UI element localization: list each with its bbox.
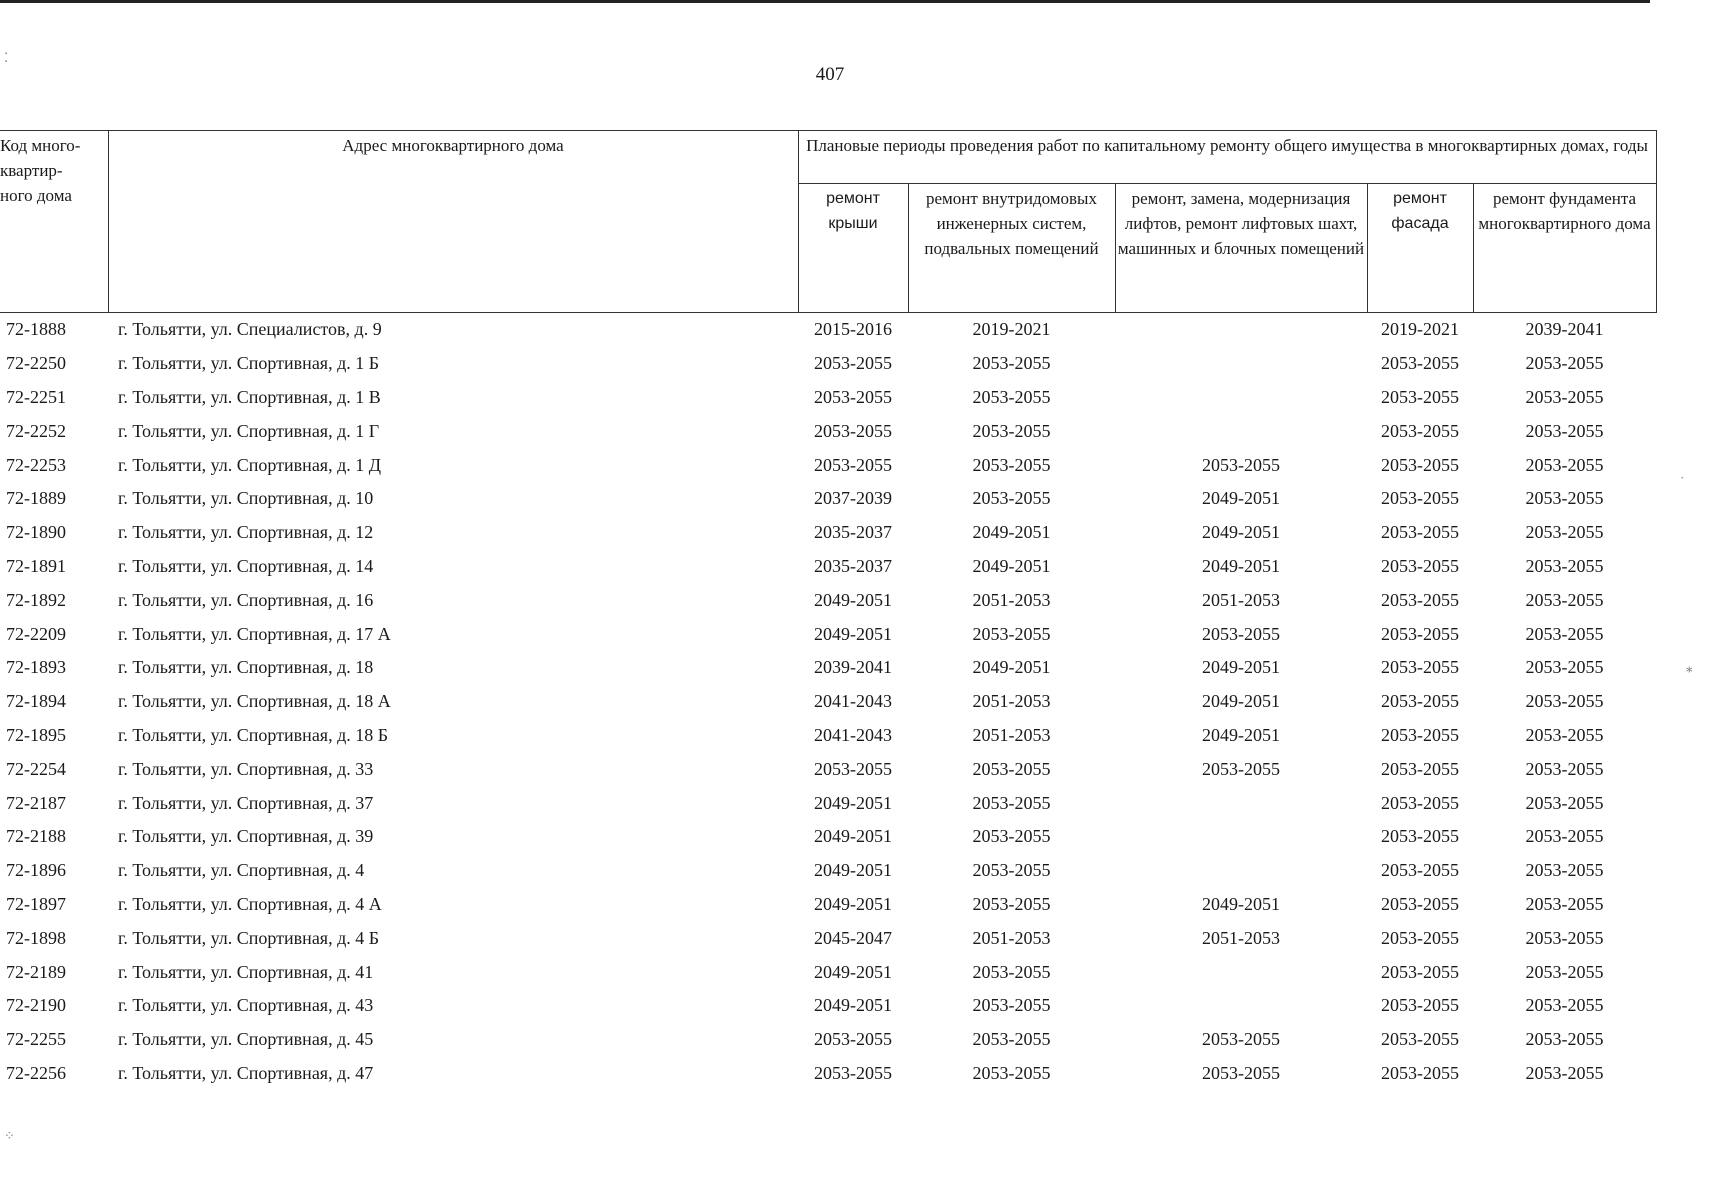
cell-engineering: 2053-2055 <box>972 488 1051 509</box>
cell-address: г. Тольятти, ул. Спортивная, д. 18 <box>118 657 374 678</box>
cell-engineering: 2051-2053 <box>972 691 1051 712</box>
cell-code: 72-1898 <box>6 927 66 948</box>
cell-lifts <box>1115 786 1367 820</box>
cell-foundation: 2053-2055 <box>1525 657 1604 678</box>
cell-lifts <box>1115 989 1367 1023</box>
cell-engineering: 2053-2055 <box>972 826 1051 847</box>
cell-roof: 2035-2037 <box>814 555 892 576</box>
table-row <box>0 448 1656 482</box>
cell-engineering: 2051-2053 <box>972 927 1051 948</box>
cell-address: г. Тольятти, ул. Спортивная, д. 47 <box>118 1062 374 1083</box>
cell-foundation: 2053-2055 <box>1525 758 1604 779</box>
cell-code: 72-2187 <box>6 792 66 813</box>
table-row <box>0 752 1656 786</box>
cell-foundation: 2053-2055 <box>1525 691 1604 712</box>
cell-engineering: 2053-2055 <box>972 758 1051 779</box>
cell-roof: 2049-2051 <box>814 995 892 1016</box>
cell-address: г. Тольятти, ул. Спортивная, д. 45 <box>118 1029 374 1050</box>
header-address: Адрес многоквартирного дома <box>108 131 798 313</box>
cell-facade: 2053-2055 <box>1381 792 1459 813</box>
cell-roof: 2015-2016 <box>798 313 908 347</box>
table-row <box>0 414 1656 448</box>
cell-facade: 2053-2055 <box>1381 758 1459 779</box>
scan-speck: ⁚ <box>4 50 9 65</box>
cell-lifts: 2051-2053 <box>1202 927 1280 948</box>
cell-address: г. Тольятти, ул. Спортивная, д. 1 Д <box>118 454 382 475</box>
cell-code: 72-2253 <box>6 454 66 475</box>
cell-foundation: 2039-2041 <box>1473 313 1656 347</box>
table-row <box>0 955 1656 989</box>
cell-code: 72-1891 <box>6 555 66 576</box>
header-engineering: ремонт внутридомовых инженерных систем, подвальных помещений <box>908 184 1115 313</box>
cell-address: г. Тольятти, ул. Спортивная, д. 1 Б <box>118 353 380 374</box>
cell-lifts <box>1115 955 1367 989</box>
cell-facade: 2053-2055 <box>1381 724 1459 745</box>
cell-roof: 2053-2055 <box>814 386 892 407</box>
cell-foundation: 2053-2055 <box>1525 826 1604 847</box>
cell-code: 72-2256 <box>6 1062 66 1083</box>
cell-address: г. Тольятти, ул. Спортивная, д. 39 <box>118 826 374 847</box>
cell-foundation: 2053-2055 <box>1525 488 1604 509</box>
cell-lifts: 2049-2051 <box>1202 555 1280 576</box>
cell-roof: 2041-2043 <box>814 691 892 712</box>
cell-engineering: 2049-2051 <box>972 555 1051 576</box>
cell-roof: 2053-2055 <box>814 1062 892 1083</box>
table-row <box>0 719 1656 753</box>
cell-lifts <box>1115 820 1367 854</box>
cell-lifts <box>1115 854 1367 888</box>
page-number: 407 <box>815 64 845 85</box>
cell-engineering: 2053-2055 <box>972 353 1051 374</box>
table-row <box>0 583 1656 617</box>
header-lifts: ремонт, замена, модернизация лифтов, ремонт лифтовых шахт, машинных и блочных помещений <box>1115 184 1367 313</box>
cell-code: 72-2252 <box>6 420 66 441</box>
cell-code: 72-1897 <box>6 893 66 914</box>
cell-engineering: 2053-2055 <box>972 623 1051 644</box>
cell-roof: 2049-2051 <box>814 826 892 847</box>
cell-lifts: 2049-2051 <box>1202 893 1280 914</box>
cell-roof: 2049-2051 <box>814 961 892 982</box>
cell-roof: 2049-2051 <box>814 589 892 610</box>
cell-engineering: 2053-2055 <box>972 961 1051 982</box>
cell-facade: 2053-2055 <box>1381 555 1459 576</box>
table-row <box>0 921 1656 955</box>
top-border-line <box>0 0 1650 3</box>
cell-code: 72-2254 <box>6 758 66 779</box>
cell-code: 72-2189 <box>6 961 66 982</box>
cell-lifts: 2053-2055 <box>1202 623 1280 644</box>
cell-code: 72-1889 <box>6 488 66 509</box>
header-planned-periods: Плановые периоды проведения работ по капитальному ремонту общего имущества в многоквартирных домах, годы <box>798 131 1656 184</box>
cell-code: 72-2251 <box>6 386 66 407</box>
scan-speck: ⁎ <box>1686 660 1693 675</box>
cell-code: 72-1890 <box>6 522 66 543</box>
cell-lifts <box>1115 414 1367 448</box>
cell-address: г. Тольятти, ул. Спортивная, д. 18 А <box>118 691 391 712</box>
capital-repair-schedule-table <box>0 130 1657 1090</box>
cell-lifts: 2049-2051 <box>1202 522 1280 543</box>
cell-engineering: 2053-2055 <box>972 995 1051 1016</box>
cell-lifts: 2053-2055 <box>1202 454 1280 475</box>
cell-foundation: 2053-2055 <box>1525 860 1604 881</box>
cell-address: г. Тольятти, ул. Спортивная, д. 4 А <box>118 893 382 914</box>
header-code: Код много- квартир- ного дома <box>0 131 108 313</box>
cell-address: г. Тольятти, ул. Спортивная, д. 12 <box>118 522 374 543</box>
header-foundation: ремонт фундамента многоквартирного дома <box>1473 184 1656 313</box>
cell-roof: 2035-2037 <box>814 522 892 543</box>
cell-foundation: 2053-2055 <box>1525 454 1604 475</box>
cell-foundation: 2053-2055 <box>1525 927 1604 948</box>
cell-engineering: 2019-2021 <box>908 313 1115 347</box>
cell-address: г. Тольятти, ул. Спортивная, д. 18 Б <box>118 724 389 745</box>
table-row <box>0 550 1656 584</box>
cell-lifts: 2053-2055 <box>1202 758 1280 779</box>
header-roof: ремонт крыши <box>798 184 908 313</box>
cell-address: г. Тольятти, ул. Спортивная, д. 37 <box>118 792 374 813</box>
cell-facade: 2053-2055 <box>1381 623 1459 644</box>
table-row <box>0 989 1656 1023</box>
table-row <box>0 381 1656 415</box>
cell-foundation: 2053-2055 <box>1525 555 1604 576</box>
cell-address: г. Тольятти, ул. Спортивная, д. 16 <box>118 589 374 610</box>
cell-address: г. Тольятти, ул. Спортивная, д. 4 Б <box>118 927 380 948</box>
cell-foundation: 2053-2055 <box>1525 623 1604 644</box>
cell-address: г. Тольятти, ул. Спортивная, д. 10 <box>118 488 374 509</box>
table-row <box>0 685 1656 719</box>
cell-facade: 2053-2055 <box>1381 454 1459 475</box>
cell-roof: 2049-2051 <box>814 623 892 644</box>
cell-code: 72-1894 <box>6 691 66 712</box>
table-row <box>0 313 1656 347</box>
cell-address: г. Тольятти, ул. Спортивная, д. 43 <box>118 995 374 1016</box>
table-header <box>0 131 1656 313</box>
cell-foundation: 2053-2055 <box>1525 995 1604 1016</box>
cell-foundation: 2053-2055 <box>1525 589 1604 610</box>
table-body <box>0 313 1656 1091</box>
cell-engineering: 2049-2051 <box>972 657 1051 678</box>
scan-speck: · <box>1680 470 1685 485</box>
cell-address: г. Тольятти, ул. Спортивная, д. 17 А <box>118 623 391 644</box>
cell-facade: 2053-2055 <box>1381 589 1459 610</box>
cell-roof: 2039-2041 <box>814 657 892 678</box>
cell-address: г. Тольятти, ул. Спортивная, д. 1 Г <box>118 420 380 441</box>
table-row <box>0 482 1656 516</box>
cell-engineering: 2053-2055 <box>972 792 1051 813</box>
cell-foundation: 2053-2055 <box>1525 893 1604 914</box>
cell-facade: 2053-2055 <box>1381 927 1459 948</box>
table-row <box>0 854 1656 888</box>
cell-lifts: 2053-2055 <box>1202 1029 1280 1050</box>
cell-engineering: 2053-2055 <box>972 1029 1051 1050</box>
cell-address: г. Тольятти, ул. Спортивная, д. 14 <box>118 555 374 576</box>
cell-engineering: 2051-2053 <box>972 724 1051 745</box>
cell-address: г. Тольятти, ул. Спортивная, д. 41 <box>118 961 374 982</box>
cell-facade: 2053-2055 <box>1381 893 1459 914</box>
cell-lifts: 2053-2055 <box>1202 1062 1280 1083</box>
cell-foundation: 2053-2055 <box>1525 420 1604 441</box>
cell-lifts <box>1115 313 1367 347</box>
cell-engineering: 2053-2055 <box>972 386 1051 407</box>
cell-engineering: 2053-2055 <box>972 454 1051 475</box>
cell-roof: 2053-2055 <box>814 758 892 779</box>
cell-code: 72-2209 <box>6 623 66 644</box>
cell-facade: 2053-2055 <box>1381 657 1459 678</box>
cell-foundation: 2053-2055 <box>1525 961 1604 982</box>
table-row <box>0 617 1656 651</box>
cell-lifts: 2051-2053 <box>1202 589 1280 610</box>
cell-roof: 2053-2055 <box>814 420 892 441</box>
cell-code: 72-1888 <box>0 313 108 347</box>
cell-code: 72-2250 <box>6 353 66 374</box>
cell-facade: 2053-2055 <box>1381 691 1459 712</box>
cell-engineering: 2053-2055 <box>972 860 1051 881</box>
cell-roof: 2041-2043 <box>814 724 892 745</box>
cell-lifts: 2049-2051 <box>1202 691 1280 712</box>
cell-code: 72-1893 <box>6 657 66 678</box>
cell-engineering: 2049-2051 <box>972 522 1051 543</box>
table-row <box>0 516 1656 550</box>
cell-foundation: 2053-2055 <box>1525 724 1604 745</box>
cell-engineering: 2053-2055 <box>972 420 1051 441</box>
cell-roof: 2053-2055 <box>814 353 892 374</box>
cell-facade: 2053-2055 <box>1381 860 1459 881</box>
cell-address: г. Тольятти, ул. Спортивная, д. 33 <box>118 758 374 779</box>
cell-code: 72-2255 <box>6 1029 66 1050</box>
cell-roof: 2053-2055 <box>814 1029 892 1050</box>
table-row <box>0 1023 1656 1057</box>
cell-roof: 2037-2039 <box>814 488 892 509</box>
cell-facade: 2053-2055 <box>1381 1029 1459 1050</box>
cell-engineering: 2051-2053 <box>972 589 1051 610</box>
table-row <box>0 347 1656 381</box>
cell-facade: 2053-2055 <box>1381 386 1459 407</box>
cell-engineering: 2053-2055 <box>972 1062 1051 1083</box>
cell-roof: 2053-2055 <box>814 454 892 475</box>
cell-roof: 2049-2051 <box>814 792 892 813</box>
cell-roof: 2049-2051 <box>814 860 892 881</box>
cell-facade: 2053-2055 <box>1381 488 1459 509</box>
cell-address: г. Тольятти, ул. Спортивная, д. 1 В <box>118 386 381 407</box>
cell-address: г. Тольятти, ул. Специалистов, д. 9 <box>108 313 798 347</box>
cell-facade: 2053-2055 <box>1381 420 1459 441</box>
cell-code: 72-1895 <box>6 724 66 745</box>
cell-code: 72-1892 <box>6 589 66 610</box>
table-row <box>0 820 1656 854</box>
cell-code: 72-2188 <box>6 826 66 847</box>
header-facade: ремонт фасада <box>1367 184 1473 313</box>
cell-lifts <box>1115 381 1367 415</box>
cell-lifts: 2049-2051 <box>1202 488 1280 509</box>
scan-speck: ⁘ <box>4 1128 15 1143</box>
cell-foundation: 2053-2055 <box>1525 386 1604 407</box>
cell-foundation: 2053-2055 <box>1525 792 1604 813</box>
cell-lifts: 2049-2051 <box>1202 724 1280 745</box>
table-row <box>0 1057 1656 1091</box>
cell-roof: 2045-2047 <box>814 927 892 948</box>
cell-facade: 2053-2055 <box>1381 826 1459 847</box>
cell-foundation: 2053-2055 <box>1525 353 1604 374</box>
cell-engineering: 2053-2055 <box>972 893 1051 914</box>
table-row <box>0 786 1656 820</box>
cell-lifts: 2049-2051 <box>1202 657 1280 678</box>
cell-facade: 2053-2055 <box>1381 995 1459 1016</box>
cell-facade: 2053-2055 <box>1381 1062 1459 1083</box>
cell-facade: 2053-2055 <box>1381 522 1459 543</box>
cell-facade: 2053-2055 <box>1381 353 1459 374</box>
cell-facade: 2053-2055 <box>1381 961 1459 982</box>
cell-address: г. Тольятти, ул. Спортивная, д. 4 <box>118 860 365 881</box>
cell-code: 72-2190 <box>6 995 66 1016</box>
cell-lifts <box>1115 347 1367 381</box>
cell-code: 72-1896 <box>6 860 66 881</box>
cell-roof: 2049-2051 <box>814 893 892 914</box>
cell-foundation: 2053-2055 <box>1525 522 1604 543</box>
cell-foundation: 2053-2055 <box>1525 1029 1604 1050</box>
table-row <box>0 888 1656 922</box>
cell-facade: 2019-2021 <box>1367 313 1473 347</box>
table-row <box>0 651 1656 685</box>
cell-foundation: 2053-2055 <box>1525 1062 1604 1083</box>
